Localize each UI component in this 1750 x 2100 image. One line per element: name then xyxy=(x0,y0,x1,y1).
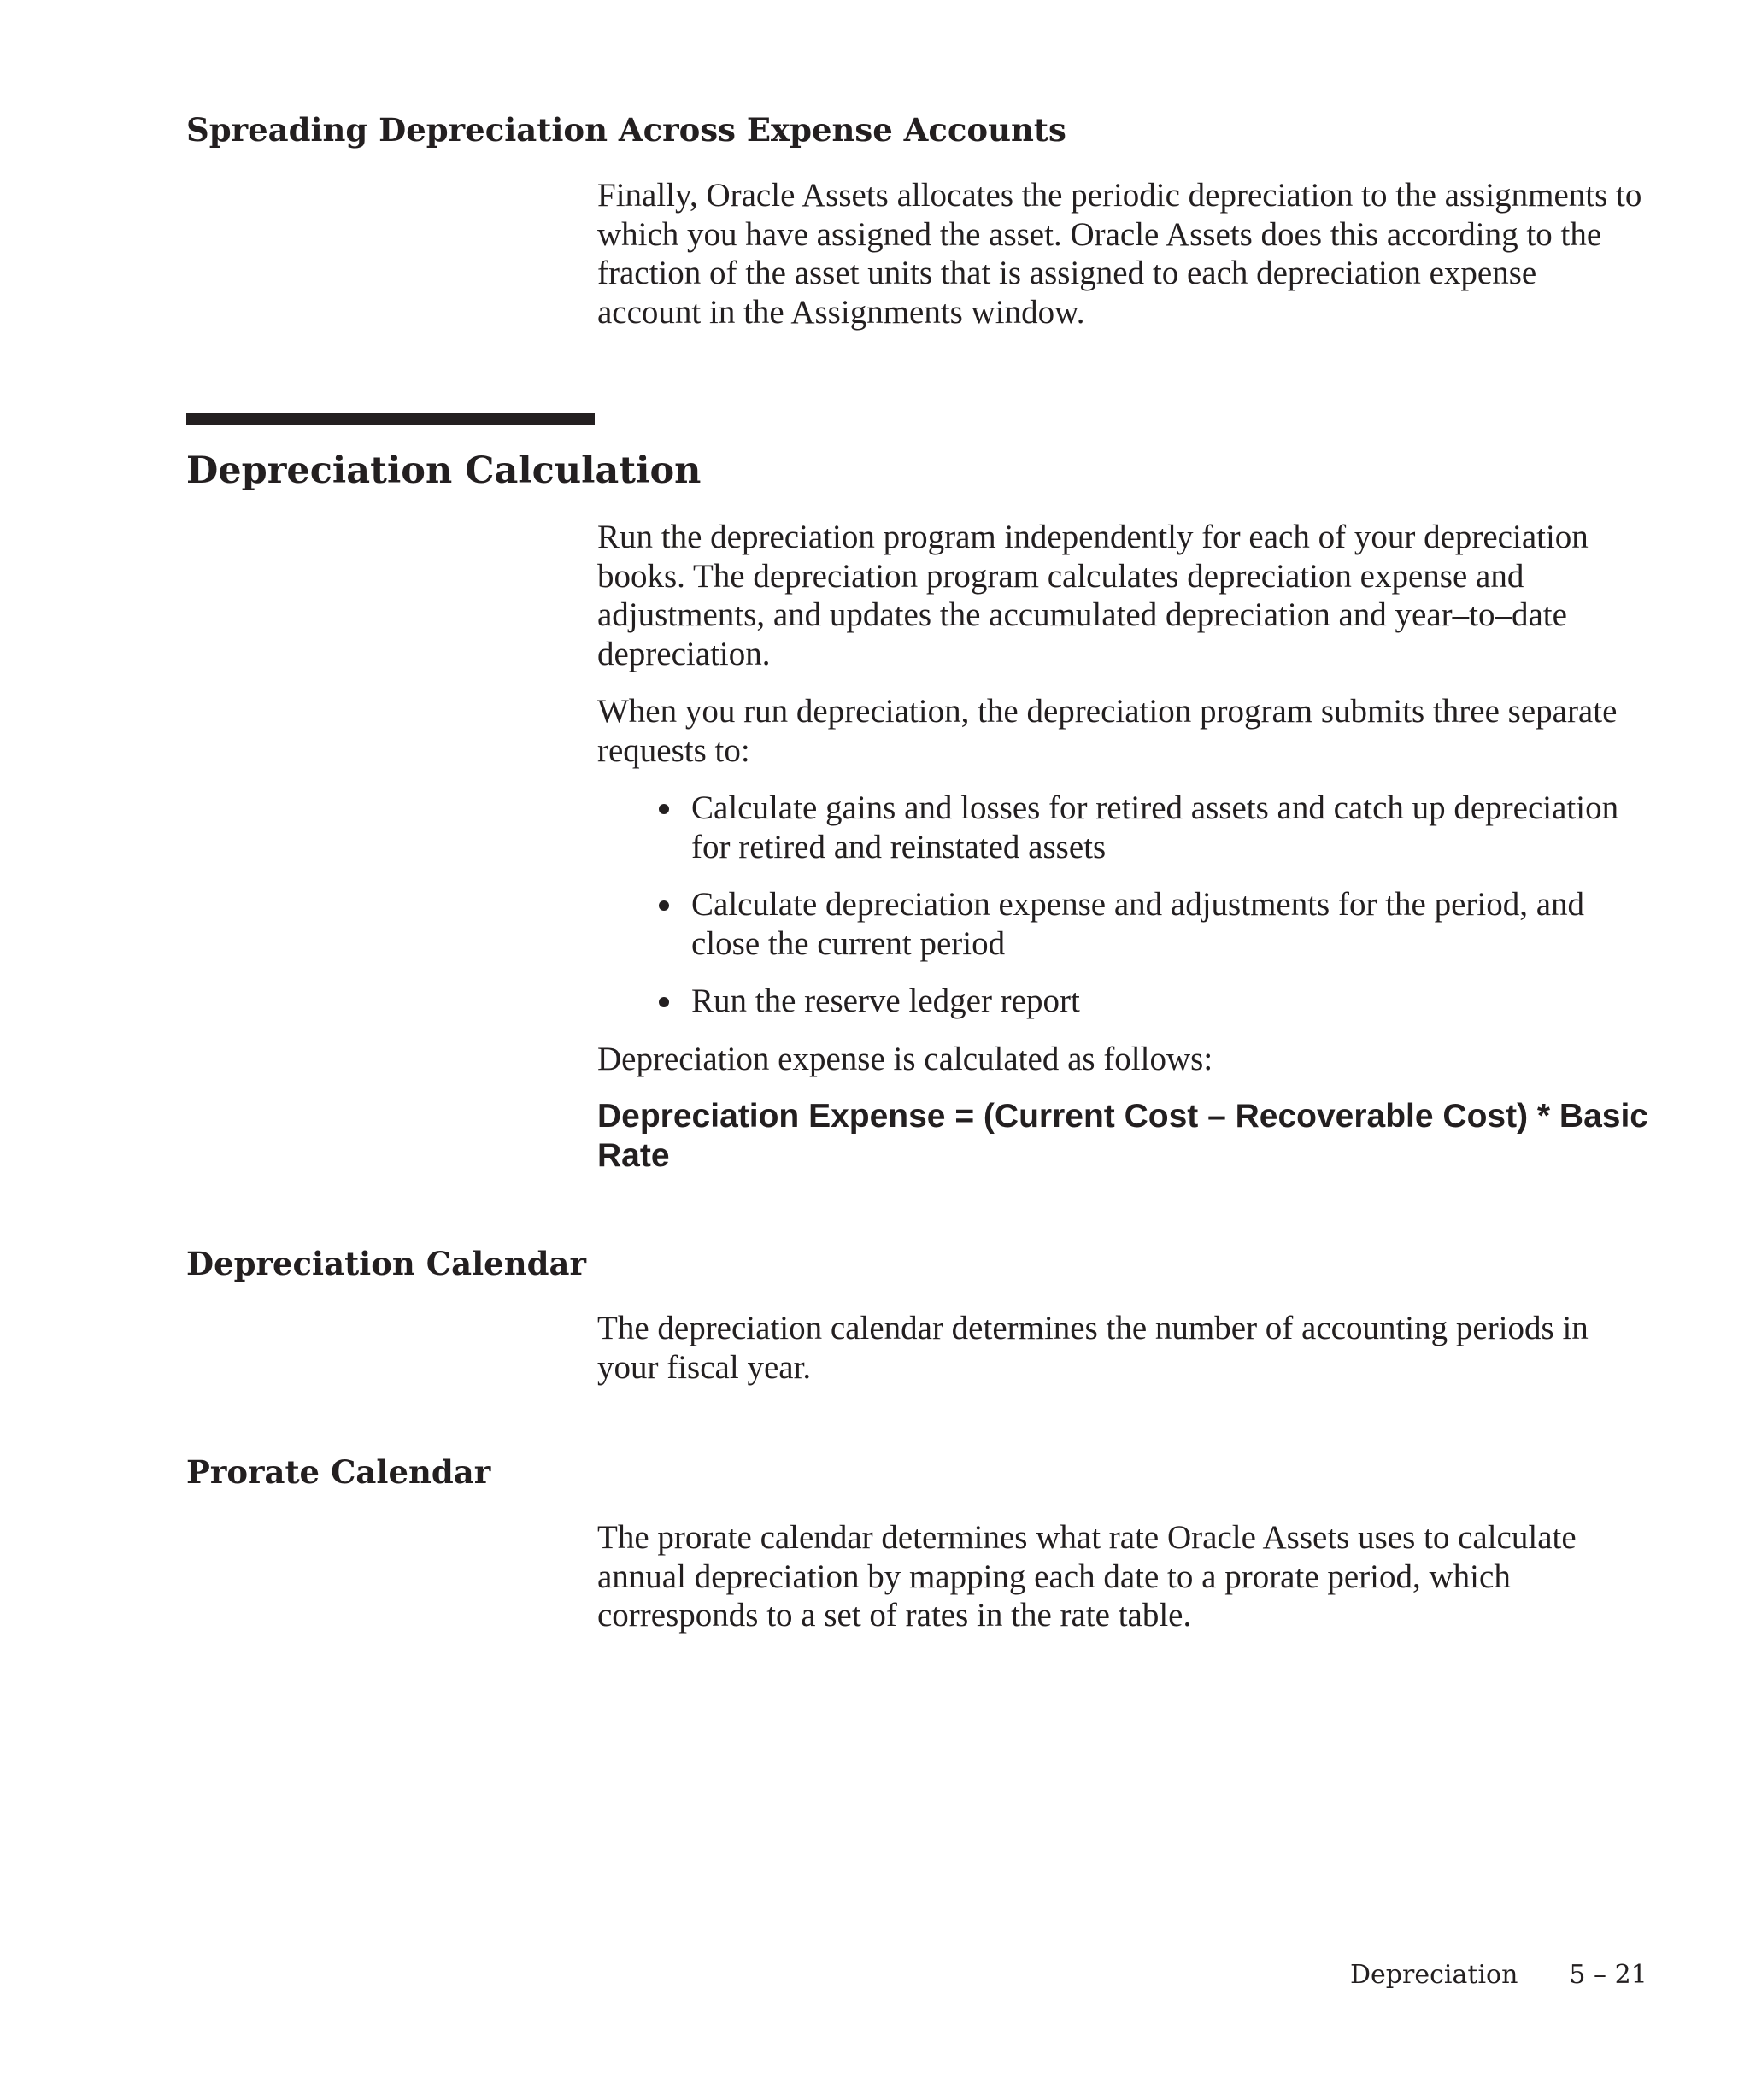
paragraph: Depreciation expense is calculated as follows: xyxy=(597,1040,1213,1077)
paragraph: Finally, Oracle Assets allocates the periodic depreciation to the assignments to which you have assigned the asset. Oracle Assets does this according to the fraction of the asset units that is assigned to each depreciation expense account in the Assignments window. xyxy=(597,177,1642,331)
section-heading-spreading: Spreading Depreciation Across Expense Accounts xyxy=(186,111,1066,149)
page-number: 5 – 21 xyxy=(1569,1960,1647,1990)
page-footer xyxy=(1350,1960,1647,1991)
section-body-calendar xyxy=(597,1309,1648,1405)
section-heading-calculation: Depreciation Calculation xyxy=(186,449,702,492)
paragraph: The prorate calendar determines what rate Oracle Assets uses to calculate annual depreciation by mapping each date to a prorate period, which corresponds to a set of rates in the rate table. xyxy=(597,1519,1577,1634)
formula: Depreciation Expense = (Current Cost – Recoverable Cost) * Basic Rate xyxy=(597,1098,1648,1174)
footer-chapter: Depreciation xyxy=(1350,1960,1518,1990)
paragraph: The depreciation calendar determines the number of accounting periods in your fiscal year. xyxy=(597,1310,1589,1386)
section-body-prorate xyxy=(597,1518,1648,1654)
paragraph: When you run depreciation, the depreciation program submits three separate requests to: xyxy=(597,693,1618,769)
bullet-icon xyxy=(659,997,669,1007)
list-item: Calculate gains and losses for retired assets and catch up depreciation for retired and reinstated assets xyxy=(691,789,1648,866)
bullet-list xyxy=(597,789,1648,1021)
section-body-spreading xyxy=(597,176,1648,350)
section-heading-prorate: Prorate Calendar xyxy=(186,1453,491,1491)
list-item: Run the reserve ledger report xyxy=(691,982,1648,1021)
section-rule xyxy=(186,413,595,425)
bullet-icon xyxy=(659,804,669,814)
paragraph: Run the depreciation program independently for each of your depreciation books. The depreciation program calculates depreciation expense and adjustments, and updates the accumulated depreciation and year–to–date depreciation. xyxy=(597,519,1589,672)
bullet-icon xyxy=(659,900,669,911)
section-heading-calendar: Depreciation Calendar xyxy=(186,1245,586,1282)
section-body-calculation xyxy=(597,518,1648,1194)
list-item: Calculate depreciation expense and adjustments for the period, and close the current period xyxy=(691,885,1648,963)
